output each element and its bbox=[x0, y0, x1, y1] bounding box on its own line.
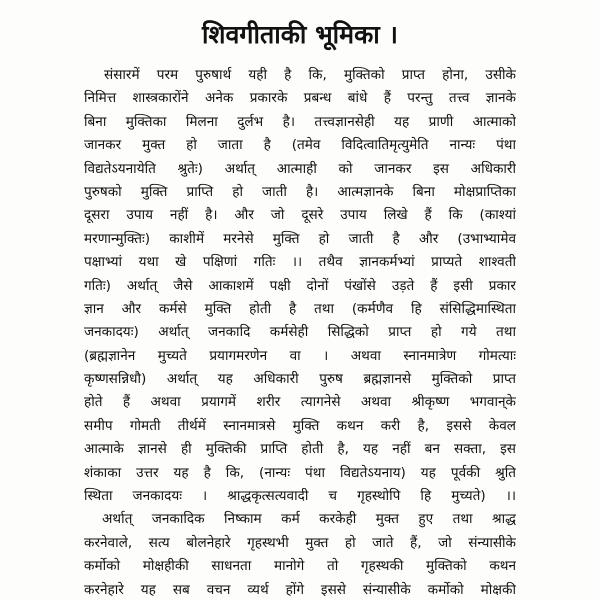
text-line: (ब्रह्मज्ञानेन मुच्यते प्रयागमरणेन वा । अथवा स्नानमात्रेण गोमत्याः bbox=[84, 347, 516, 364]
text-line: जानकर मुक्त हो जाता है (तमेव विदित्वातिमृत्युमेति नान्यः पंथा bbox=[84, 137, 516, 154]
text-line: पुरुषको मुक्ति प्राप्ति हो जाती है। आत्मज्ञानके बिना मोक्षप्राप्तिका bbox=[84, 183, 516, 200]
text-line: करनेहारे यह सब वचन व्यर्थ होंगे इससे संन्यासीके कर्मोको मोक्षकी bbox=[84, 581, 516, 598]
document-body bbox=[84, 64, 516, 600]
text-line: विद्यतेऽयनायेति श्रुतेः) अर्थात् आत्माही को जानकर इस अधिकारी bbox=[84, 160, 516, 177]
text-line: समीप गोमती तीर्थमें स्नानमात्रसे मुक्ति कथन करी है, इससे केवल bbox=[84, 417, 516, 434]
text-line: होते हैं अथवा प्रयागमें शरीर त्यागनेसे अथवा श्रीकृष्ण भगवान्‌के bbox=[84, 394, 516, 411]
text-line: कर्मोको मोक्षहीकी साधनता मानोगे तो गृहस्थकी मुक्तिको कथन bbox=[84, 558, 516, 575]
text-line: करनेवाले, सत्य बोलनेहारे गृहस्थभी मुक्त हो जाते हैं, जो संन्यासीके bbox=[84, 534, 516, 551]
text-line: स्थिता जनकादयः । श्राद्धकृत्सत्यवादी च गृहस्थोपि हि मुच्यते) ।। bbox=[84, 488, 516, 505]
page-title: शिवगीताकी भूमिका । bbox=[202, 20, 398, 49]
text-line: मरणान्मुक्तिः) काशीमें मरनेसे मुक्ति हो जाती है और (उभाभ्यामेव bbox=[84, 230, 516, 247]
text-line: पक्षाभ्यां यथा खे पक्षिणां गतिः ।। तथैव ज्ञानकर्मभ्यां प्राप्यते शाश्वती bbox=[84, 254, 516, 271]
text-line: अर्थात् जनकादिक निष्काम कर्म करकेही मुक्त हुए तथा श्राद्ध bbox=[102, 511, 516, 528]
text-line: गतिः) अर्थात् जैसे आकाशमें पक्षी दोनों पंखोंसे उड़ते हैं इसी प्रकार bbox=[84, 277, 516, 294]
text-line: ज्ञान और कर्मसे मुक्ति होती है तथा (कर्मणैव हि संसिद्धिमास्थिता bbox=[84, 300, 516, 317]
text-line: जनकादयः) अर्थात् जनकादि कर्मसेही सिद्धिको प्राप्त हो गये तथा bbox=[84, 324, 516, 341]
text-line: शंकाका उत्तर यह है कि, (नान्यः पंथा विद्यतेऽयनाय) यह पूर्वकी श्रुति bbox=[84, 464, 516, 481]
text-line: आत्माके ज्ञानसे ही मुक्तिकी प्राप्ति होती है, यह नहीं बन सक्ता, इस bbox=[84, 441, 516, 458]
text-line: दूसरा उपाय नहीं है। और जो दूसरे उपाय लिखे हैं कि (काश्यां bbox=[84, 207, 516, 224]
text-line: संसारमें परम पुरुषार्थ यही है कि, मुक्तिको प्राप्त होना, उसीके bbox=[104, 67, 516, 83]
text-line: कृष्णसन्निधौ) अर्थात् यह अधिकारी पुरुष ब्रह्मज्ञानसे मुक्तिको प्राप्त bbox=[84, 371, 516, 388]
text-line: बिना मुक्तिका मिलना दुर्लभ है। तत्त्वज्ञानसेही यह प्राणी आत्माको bbox=[84, 113, 516, 130]
text-line: निमित्त शास्त्रकारोंने अनेक प्रकारके प्रबन्ध बांधे हैं परन्तु तत्त्व ज्ञानके bbox=[84, 90, 516, 107]
